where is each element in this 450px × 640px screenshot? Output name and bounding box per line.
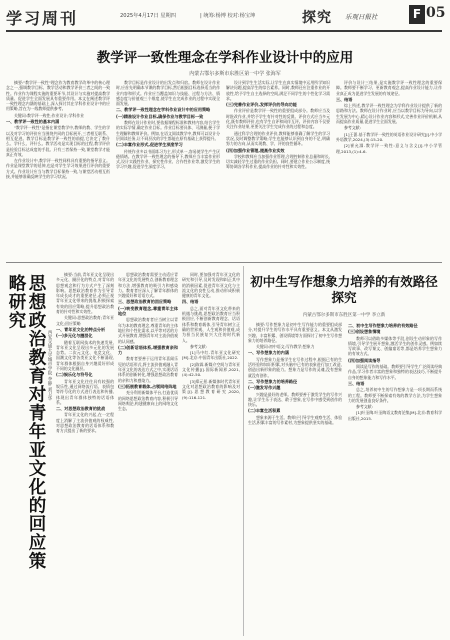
article2-column-2 [118,272,178,636]
article2-author-box [46,330,54,420]
section-heading: (三)创设想象情境 [348,329,381,335]
abstract-paragraph: 摘要:写作想象力是初中生写作能力的重要组成部分,对提升学生的写作水平具有重要意义。本文从激发兴趣、丰富积累、创设情境等方面探讨了初中生写作想象力的培养路径。 [248,322,342,343]
body-paragraph: 充分利用新媒体平台,打造优质的网络思想政治教育内容,积极引导网络舆论,构建健康向上的网络文化生态。 [118,390,178,412]
body-paragraph: 思想政治教育者应当树立以青年为本的教育理念,尊重青年的主体地位和个性化需求,以平等对话的方式开展教育,增强青年对主流价值观的认同感。 [118,317,178,344]
body-paragraph: 思想政治教育需要主动适应青年亚文化的发展特点,创新教育理念和方法,增强教育的吸引力和感染力。教育者应深入了解青年群体的兴趣爱好和话语方式。 [118,272,178,299]
body-paragraph: 参考文献: [356,404,373,410]
article2-column-3 [182,272,240,636]
body-paragraph: "教学评一致性"是指在课堂教学中,教师的教、学生的学以及对学习的评价应当围绕共同的目标展开,三者相互联系、相互促进。教学目标是教学评一致性的前提,它决定了教什么、学什么、评什么。教学活动是实现目标的过程,教学评价是检验目标达成度的手段。只有三者保持一致,课堂教学才能真正有效。 [6,125,110,157]
body-paragraph: 同时,要加强对青年亚文化的研究和引导,及时发现和纠正其中的消极因素,促进青年亚文化与主流文化的良性互动,推动形成积极健康的青年文化。 [182,272,240,299]
section-heading: (二)丰富生活积累 [248,408,281,414]
article1-column-1 [6,80,110,260]
editor-credits: | 统筹:杨博 校对:杨宝坤 [200,13,256,19]
body-paragraph: 参考文献: [344,125,361,131]
abstract-paragraph: 摘要:当前,青年亚文化呈现出多元化、圈层化的特点,对青年的思想观念和行为方式产生了深刻影响。思想政治教育作为引导青年成长成才的重要途径,必须正视青年亚文化带来的挑战,积极探索有效的回应策略,提升思想政治教育的针对性和实效性。 [56,272,114,315]
article1-column-4 [336,80,442,260]
body-paragraph: 想象来源于生活。教师应引导学生观察生活、体验生活,积累丰富的写作素材,为想象提供坚实的基础。 [248,414,342,426]
body-paragraph: 学校和教师应当加强作业管理,合理控制作业总量和时长,切实减轻学生过重的作业负担。同时,要建立作业公示制度,统筹协调各学科作业,提高作业的针对性和实效性。 [226,153,330,170]
abstract-paragraph: 关键词:初中语文;写作教学;想象力 [256,344,315,350]
article2-title: 思想政治教育对青年亚文化的回应策略研究 [6,274,46,570]
abstract-paragraph: 摘要:"教学评一致性"理念作为教育教学改革中的核心理念之一,强调教学目标、教学活动和教学评价三者之间的一致性。作业作为课程实施的重要环节,其设计与实施对提高教学质量、促进学生全面发展具有重要作用。本文在阐述教学评一致性理念内涵的基础上,深入探讨其在学科作业设计中的应用策略,旨在为一线教师提供参考。 [6,80,110,112]
body-paragraph: [1]马中红.青年亚文化研究[M].北京:中国青年出版社,2022. [182,350,240,361]
section-heading: 三、思想政治教育的回应策略 [118,299,172,305]
section-heading: 二、写作想象力的培养路径 [248,378,298,384]
article3-title: 初中生写作想象力培养的有效路径探究 [250,274,438,305]
body-paragraph: 参考文献: [190,343,207,349]
abstract-paragraph: 关键词:思想政治教育;青年亚文化;回应策略 [56,315,114,326]
article2-author: 西安交通大学城市学院 李静 刘卫华 [47,330,52,401]
column-divider [243,266,244,636]
abstract-paragraph: 关键词:教学评一致性;作业设计;学科作业 [14,112,85,118]
section-heading: (二)丰富作业形式,促进学生深度学习 [116,142,183,148]
body-paragraph: 兴趣是最好的老师。教师要善于激发学生的写作兴趣,让学生乐于表达、敢于想象,在写作中感受到创作的快乐。 [248,391,342,408]
body-paragraph: 通过科学合理的作业评价,教师能够准确了解学生的学习状况,及时调整教学策略;学生也能够认识到自身的不足,明确努力的方向,从而实现教、学、评的良性循环。 [226,130,330,147]
article3-column-1 [248,322,342,636]
body-paragraph: [2]崔允漷.教学评一致性:意义与含义[J].中小学管理,2013,(1):4-6. [336,143,442,154]
body-paragraph: 青年亚文化往往具有较强的娱乐性,通过网络流行语、表情包等符号化的方式进行表达和传播,体现出青年群体独特的话语体系。 [56,378,114,405]
issue-date: 2025年4月17日 星期四 [120,13,176,19]
body-paragraph: [2]陈霖.新媒介空间与青年亚文化传播[J].国际新闻界,2021,(4):42-50. [182,361,240,378]
section-heading: (四)加强阅读指导 [348,357,381,363]
masthead-rule [6,30,442,32]
body-paragraph: [3]郑元景.新媒体时代青年亚文化对思想政治教育的影响及对策[J].思想教育研究,2020,(9):116-121. [182,378,240,400]
page-number: 05 [426,5,446,21]
section-heading: (一)精准设计作业目标,确保作业与教学目标一致 [116,113,204,119]
article2-column-1 [56,272,114,636]
body-paragraph: 作业评价是教学评一致性的重要组成部分。教师应当及时批改作业,并给予学生有针对性的反馈。评价方式应当多元化,既有教师评价,也有学生自评和同伴互评。评价内容不仅要关注作业结果,更要关注学生完成作业的过程和态度。 [226,108,330,130]
body-paragraph: 教师在设计作业时,要依据课程标准和教材内容,结合学生的实际学情,确定作业目标。作业目标要具体、可测量,便于学生理解和教师评价。例如,在语文阅读教学中,教师可以设计分层阅读任务,让不同层次的学生都能在原有基础上获得提升。 [116,120,220,141]
section-heading: 四、结语 [182,299,199,305]
section-heading: 三、结语 [336,96,353,102]
article1-column-2 [116,80,220,260]
body-paragraph: 评价与设计三结果,是实施教学评一致性理念的重要保障。教师要不断学习、更新教育观念,提高作业设计能力,让作业真正成为促进学生发展的有效途径。 [336,80,442,96]
body-paragraph: 总之,面对青年亚文化带来的机遇与挑战,思想政治教育应当积极回应,不断创新教育理念、话语体系和教育载体,引导青年树立正确的世界观、人生观和价值观,成为担当民族复兴大任的时代新人。 [182,305,240,343]
newspaper-name: 学习周刊 [6,9,79,28]
section-heading: (四)加强作业管理,提高作业实效 [226,147,285,153]
body-paragraph: 综上所述,教学评一致性理念为学科作业设计提供了新的思路和方法。教师在设计作业时,应当以教学目标为导向,以学生发展为中心,精心设计作业内容和形式,完善作业评价机制,从而提高作业质量,促进学生全面发展。 [336,103,442,125]
article1-title: 教学评一致性理念在学科作业设计中的应用 [96,50,354,66]
article1-column-3 [226,80,330,260]
body-paragraph: 教师可以借助多媒体等手段,创设生动形象的写作情境,引导学生展开想象,激活学生的创作灵感。例如续写故事、改写课文、创编童话等,都是培养学生想象力的有效方式。 [348,335,442,357]
body-paragraph: 写作想象力是指学生在写作过程中,根据已有的生活经验和知识积累,对头脑中已有的表象进行加工改造,创造出新形象的能力。想象力是写作的灵魂,没有想象就没有创作。 [248,356,342,378]
body-paragraph: 传统作业多以书面练习为主,形式单一,容易使学生产生厌倦情绪。在教学评一致性理念的指导下,教师应当丰富作业形式,设计实践性作业、探究性作业、合作性作业等,激发学生的学习兴趣,促进学生深度学习。 [116,148,220,170]
article2-title-box [6,274,44,574]
section-heading: (三)拓展教育载体,占领网络阵地 [118,383,177,389]
section-heading: 二、对思想政治教育的挑战 [56,406,106,412]
section-heading: (三)完善作业评价,发挥评价的导向功能 [226,102,297,108]
section-heading: 一、教学评一致性的基本内涵 [6,119,60,125]
section-heading: 一、青年亚文化的特点分析 [56,326,106,332]
body-paragraph: [1]王蔷.基于教学评一致性的英语作业设计研究[J].中小学外语教学,2024,(3):15-20. [336,131,442,142]
body-paragraph: 总之,培养初中生的写作想象力是一项长期而系统的工程。教师要不断探索有效的教学方法,为学生想象力的发展创造良好条件。 [348,387,442,403]
section-heading: (一)激发写作兴趣 [248,385,281,391]
article-divider [6,262,442,263]
body-paragraph: 青年亚文化的兴起,在一定程度上消解了主流价值观的权威性,对思想政治教育的话语体系和教育方式提出了新的要求。 [56,412,114,434]
brand-logo: 乐观日报社 [345,13,378,21]
section-heading: 三、结语 [348,380,365,386]
section-heading: (一)多元化与圈层化 [56,333,93,339]
body-paragraph: 设计到学生生活实际,让学生在真实情境中运用所学知识解决问题,提高学生的综合素养。同时,教师还应注重作业的开放性,给予学生自主选择的空间,满足不同学生的个性化学习需求。 [226,80,330,101]
section-heading: 一、写作想象力的内涵 [248,350,289,356]
page-letter-badge: F [409,5,425,24]
body-paragraph: 教学目标是作业设计的出发点和归宿。教师在设计作业时,应首先明确本节课的教学目标,然后根据目标选择适当的作业内容和形式。作业应当覆盖知识与技能、过程与方法、情感态度与价值观三个维度,使学生在完成作业的过程中实现全面发展。 [116,80,220,107]
body-paragraph: [1]叶圣陶.叶圣陶语文教育论集[M].北京:教育科学出版社,2015. [348,410,442,421]
article3-column-2 [348,322,442,636]
body-paragraph: 在作业设计中,教学评一致性同样具有重要的指导意义。作业是课堂教学的延伸,也是对学生学习效果进行评价的重要方式。作业设计应当与教学目标保持一致,与课堂活动相互衔接,并能够准确反映学生的学习状况。 [6,158,110,180]
article1-author: 内蒙古鄂尔多斯市东胜区第一中学 张海军 [189,71,281,77]
body-paragraph: 阅读是写作的基础。教师要引导学生广泛阅读经典作品,学习作者丰富的想象和独特的表达技巧,不断提升自身的想象能力和写作水平。 [348,364,442,380]
section-name: 探究 [302,10,332,26]
section-heading: 二、初中生写作想象力培养的有效路径 [348,323,418,328]
body-paragraph: 教育者要善于运用青年喜闻乐见的话语形式,将主流价值观融入青年亚文化的表达方式之中,实现话语体系的创新转化,增强思想政治教育的亲和力和感染力。 [118,356,178,383]
masthead [0,0,450,38]
article3-author: 内蒙古鄂尔多斯市东胜区第一中学 李立新 [302,313,386,318]
section-heading: (二)娱乐化与符号化 [56,372,93,378]
section-heading: 二、教学评一致性理念在学科作业设计中的应用策略 [116,107,211,113]
section-heading: (二)创新话语体系,增强教育亲和力 [118,344,178,356]
body-paragraph: 随着互联网技术的快速发展,青年亚文化呈现出多元化的发展态势。二次元文化、电竞文化、国潮文化等各类亚文化不断涌现,青年群体根据自身兴趣爱好形成不同的文化圈层。 [56,339,114,372]
section-heading: (一)转变教育理念,尊重青年主体地位 [118,305,178,317]
